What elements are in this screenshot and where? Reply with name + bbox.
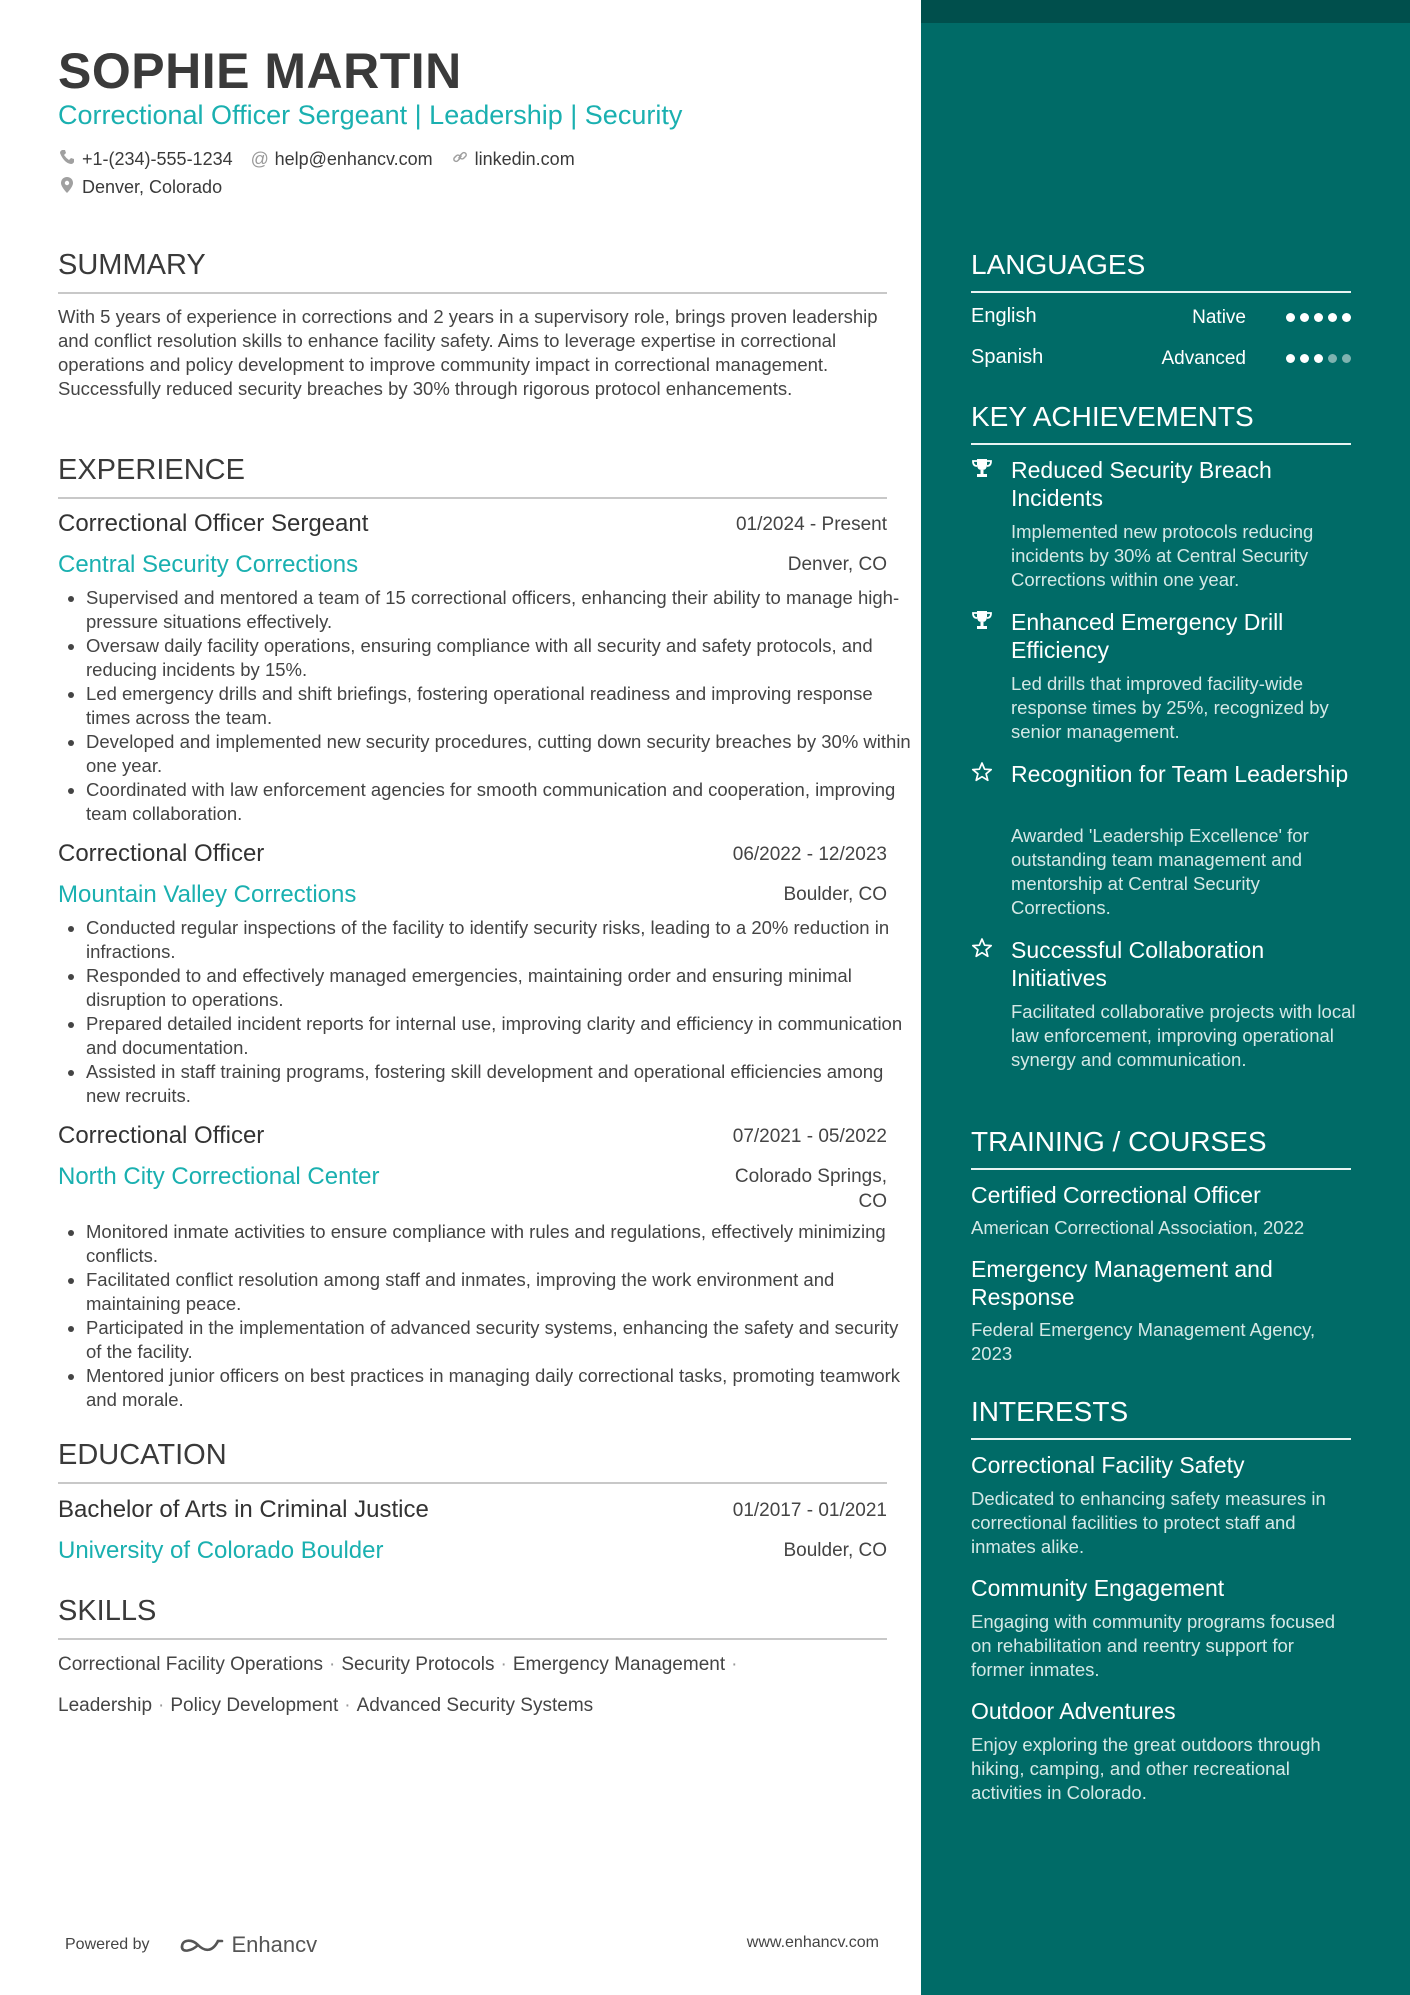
contact-location — [58, 176, 222, 199]
job-3-bullet: • Mentored junior officers on best practices in managing daily correctional tasks, promoting teamwork and morale. — [86, 1364, 916, 1412]
phone-text: +1-(234)-555-1234 — [82, 149, 233, 169]
achievement-desc: Led drills that improved facility-wide response times by 25%, recognized by senior management. — [1011, 673, 1329, 742]
job-3-dates: 07/2021 - 05/2022 — [732, 1126, 887, 1147]
language-dots — [1281, 354, 1351, 363]
job-1-dates: 01/2024 - Present — [735, 514, 887, 535]
proficiency-dot-filled — [1314, 313, 1323, 322]
proficiency-dot-empty — [1328, 354, 1337, 363]
language-name: Spanish — [971, 346, 1044, 368]
job-2-location: Boulder, CO — [783, 884, 887, 905]
training-provider: American Correctional Association, 2022 — [971, 1217, 1305, 1238]
achievement-desc: Implemented new protocols reducing incidents by 30% at Central Security Corrections within one year. — [1011, 521, 1314, 590]
languages-heading: LANGUAGES — [971, 249, 1351, 293]
interest-desc: Dedicated to enhancing safety measures in correctional facilities to protect staff and inmates alike. — [971, 1488, 1326, 1557]
star-icon — [971, 761, 993, 789]
education-heading: EDUCATION — [58, 1439, 887, 1484]
skill-separator: · — [344, 1695, 351, 1716]
location-row — [58, 176, 240, 199]
enhancv-logo[interactable] — [178, 1932, 318, 1958]
language-dots — [1281, 313, 1351, 322]
interest-desc: Enjoy exploring the great outdoors through hiking, camping, and other recreational activities in Colorado. — [971, 1734, 1321, 1803]
location-text: Denver, Colorado — [82, 177, 223, 197]
sidebar-column — [921, 0, 1410, 1995]
job-2-bullets — [58, 916, 916, 1108]
skill-item: Leadership — [58, 1695, 153, 1716]
proficiency-dot-filled — [1286, 313, 1295, 322]
job-3-bullets — [58, 1220, 916, 1412]
trophy-icon — [971, 457, 993, 485]
job-3-bullet: • Participated in the implementation of advanced security systems, enhancing the safety and security of the facility. — [86, 1316, 916, 1364]
language-name: English — [971, 305, 1037, 327]
contact-linkedin[interactable] — [451, 149, 575, 170]
job-2-bullet: • Prepared detailed incident reports for internal use, improving clarity and efficiency in communication and documentation. — [86, 1012, 916, 1060]
powered-by-text: Powered by — [65, 1936, 150, 1953]
footer-powered — [65, 1932, 317, 1958]
job-3-title: Correctional Officer — [58, 1122, 265, 1149]
achievement-desc: Facilitated collaborative projects with local law enforcement, improving operational synergy and communication. — [1011, 1001, 1356, 1070]
education-school: University of Colorado Boulder — [58, 1537, 384, 1564]
language-level: Native — [1192, 307, 1246, 328]
job-1-bullet: • Led emergency drills and shift briefings, fostering operational readiness and improving response times across the team. — [86, 682, 916, 730]
training-provider: Federal Emergency Management Agency, 2023 — [971, 1319, 1316, 1364]
job-2-company: Mountain Valley Corrections — [58, 881, 357, 908]
achievement-desc: Awarded 'Leadership Excellence' for outstanding team management and mentorship at Central Security Corrections. — [1011, 825, 1309, 918]
proficiency-dot-filled — [1342, 313, 1351, 322]
job-2-bullet: • Assisted in staff training programs, fostering skill development and operational efficiencies among new recruits. — [86, 1060, 916, 1108]
achievements-heading: KEY ACHIEVEMENTS — [971, 401, 1351, 445]
job-1-company: Central Security Corrections — [58, 551, 359, 578]
enhancv-logo-icon — [178, 1933, 226, 1957]
language-level: Advanced — [1161, 348, 1246, 369]
skill-item: Security Protocols — [341, 1654, 495, 1675]
skills-list — [58, 1644, 888, 1726]
location-pin-icon — [58, 176, 76, 199]
skill-item: Policy Development — [170, 1695, 339, 1716]
achievement-title: Successful Collaboration Initiatives — [1011, 937, 1265, 991]
candidate-name: SOPHIE MARTIN — [58, 43, 462, 99]
proficiency-dot-filled — [1314, 354, 1323, 363]
training-heading: TRAINING / COURSES — [971, 1126, 1351, 1170]
education-location: Boulder, CO — [783, 1540, 887, 1561]
skill-separator: · — [329, 1654, 336, 1675]
job-1-bullet: • Supervised and mentored a team of 15 correctional officers, enhancing their ability to manage high-pressure situations effectively. — [86, 586, 916, 634]
trophy-icon — [971, 609, 993, 637]
star-icon — [971, 937, 993, 965]
footer-website[interactable]: www.enhancv.com — [746, 1934, 879, 1951]
experience-heading: EXPERIENCE — [58, 454, 887, 499]
sidebar-top-band — [921, 0, 1410, 23]
training-name: Emergency Management and Response — [971, 1256, 1273, 1310]
training-name: Certified Correctional Officer — [971, 1182, 1261, 1208]
linkedin-text: linkedin.com — [474, 149, 575, 169]
job-3-bullet: • Facilitated conflict resolution among staff and inmates, improving the work environment and maintaining peace. — [86, 1268, 916, 1316]
email-text: help@enhancv.com — [274, 149, 433, 169]
summary-heading: SUMMARY — [58, 249, 887, 294]
job-2-dates: 06/2022 - 12/2023 — [732, 844, 887, 865]
achievement-title: Recognition for Team Leadership — [1011, 761, 1349, 787]
contact-phone[interactable] — [58, 149, 233, 170]
job-1-bullets — [58, 586, 916, 826]
interest-name: Community Engagement — [971, 1575, 1225, 1601]
job-2-bullet: • Conducted regular inspections of the facility to identify security risks, leading to a 20% reduction in infractions. — [86, 916, 916, 964]
job-1-title: Correctional Officer Sergeant — [58, 510, 369, 537]
education-dates: 01/2017 - 01/2021 — [732, 1500, 887, 1521]
interest-name: Correctional Facility Safety — [971, 1452, 1245, 1478]
proficiency-dot-filled — [1300, 313, 1309, 322]
phone-icon — [58, 149, 76, 170]
skill-separator: · — [500, 1654, 507, 1675]
job-1-location: Denver, CO — [787, 554, 887, 575]
contact-row — [58, 149, 593, 170]
job-3-bullet: • Monitored inmate activities to ensure compliance with rules and regulations, effectively minimizing conflicts. — [86, 1220, 916, 1268]
skill-item: Correctional Facility Operations — [58, 1654, 324, 1675]
interest-name: Outdoor Adventures — [971, 1698, 1176, 1724]
job-1-bullet: • Developed and implemented new security procedures, cutting down security breaches by 30% within one year. — [86, 730, 916, 778]
job-1-bullet: • Coordinated with law enforcement agencies for smooth communication and cooperation, improving team collaboration. — [86, 778, 916, 826]
proficiency-dot-filled — [1328, 313, 1337, 322]
proficiency-dot-filled — [1300, 354, 1309, 363]
skill-item: Emergency Management — [512, 1654, 726, 1675]
summary-text: With 5 years of experience in corrections and 2 years in a supervisory role, brings proven leadership and conflict resolution skills to enhance facility safety. Aims to leverage expertise in correctional operations and policy development to improve community impact in correctional management. Successfully reduced security breaches by 30% through rigorous protocol enhancements. — [58, 306, 878, 399]
skills-heading: SKILLS — [58, 1595, 887, 1640]
at-icon: @ — [250, 149, 269, 169]
candidate-tagline: Correctional Officer Sergeant | Leadership | Security — [58, 100, 683, 130]
job-3-location — [735, 1164, 887, 1214]
achievement-title: Enhanced Emergency Drill Efficiency — [1011, 609, 1284, 663]
education-degree: Bachelor of Arts in Criminal Justice — [58, 1496, 429, 1523]
job-1-bullet: • Oversaw daily facility operations, ensuring compliance with all security and safety protocols, and reducing incidents by 15%. — [86, 634, 916, 682]
achievement-title: Reduced Security Breach Incidents — [1011, 457, 1272, 511]
proficiency-dot-empty — [1342, 354, 1351, 363]
link-icon — [451, 149, 469, 170]
interest-desc: Engaging with community programs focused on rehabilitation and reentry support for former inmates. — [971, 1611, 1336, 1680]
proficiency-dot-filled — [1286, 354, 1295, 363]
brand-text: Enhancv — [231, 1932, 318, 1957]
job-2-title: Correctional Officer — [58, 840, 265, 867]
job-3-location-line1: Colorado Springs, — [734, 1166, 887, 1187]
contact-email[interactable] — [251, 149, 433, 170]
skill-separator: · — [158, 1695, 165, 1716]
skill-separator: · — [731, 1654, 738, 1675]
job-3-company: North City Correctional Center — [58, 1163, 380, 1190]
job-2-bullet: • Responded to and effectively managed emergencies, maintaining order and ensuring minimal disruption to operations. — [86, 964, 916, 1012]
job-3-location-line2: CO — [858, 1191, 887, 1212]
interests-heading: INTERESTS — [971, 1396, 1351, 1440]
skill-item: Advanced Security Systems — [356, 1695, 594, 1716]
